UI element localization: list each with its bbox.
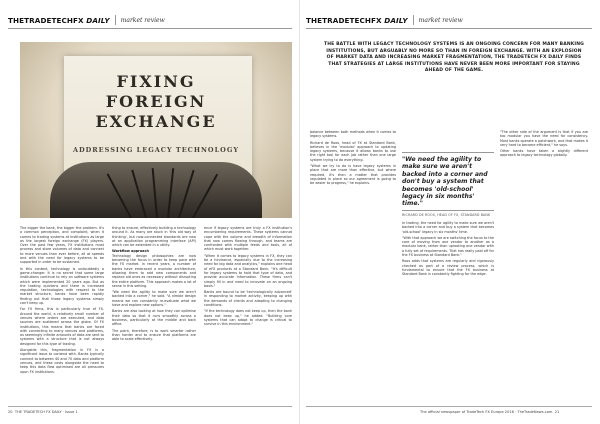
paragraph: Alongside this, fragmentation in FX is a significant issue to contend with. Banks typically connect to between 40 and 70 data and platform venues, and these costs alongside the need to keep this data flow optimised are all pressures upon FX institutions.	[20, 348, 104, 374]
paragraph: "With that approach we are switching the focus to the core of moving from one vendor to another as a modular bank, rather than uprooting one vendor with a fully set of requirements. That has really paid off for the FX business at Standard Bank."	[402, 235, 494, 258]
footer-rule	[8, 406, 292, 407]
masthead-right	[306, 14, 463, 26]
article-column-5	[402, 221, 494, 402]
pullquote-rule-bottom	[402, 210, 494, 211]
paragraph: In this context, technology is undoubtedly a game-changer. It is no secret that some large institutions continue to rely on software systems which were implemented 20 years ago. But as the trading quickens and there is increased regulation, technologies with respect to the market structure, banks have been rapidly finding out that those legacy systems simply can't keep up.	[20, 266, 104, 306]
paragraph: The point, therefore, is to work smarter rather than harder and to ensure that platforms are able to scale effectively.	[112, 328, 196, 342]
photo-text-subline: ADDRESSING LEGACY TECHNOLOGY	[72, 146, 240, 154]
paragraph: Roos adds that systems are regularly and rigorously checked as part of a review process, which is fundamental to ensure that the FX business at Standard Bank is constantly fighting for the edge.	[402, 259, 494, 277]
paragraph: "We need the agility to make sure we aren't backed into a corner," he said. "A nimble design means we can constantly re-evaluate what we have and explore new options."	[112, 290, 196, 308]
photo-text-line: FOREIGN	[105, 92, 207, 111]
hero-photo-typewriter	[20, 42, 292, 218]
paragraph: thing to ensure, effectively building a technology around it. As many are stuck in 'this old way of thinking', but now-connected standards are now at an application programming interface (API) which can be extended in a utility.	[112, 226, 196, 248]
footer-text: THE TRADETECH FX DAILY · Issue 1	[14, 410, 78, 414]
footer-rule	[306, 406, 592, 407]
article-standfirst: THE BATTLE WITH LEGACY TECHNOLOGY SYSTEMS IS AN ONGOING CONCERN FOR MANY BANKING INSTITUTIONS, BUT ARGUABLY NO MORE SO THAN IN FOREIGN EXCHANGE. WITH AN EXPLOSION OF MARKET DATA AND INCREASING MARKET FRAGMENTATION, THE TRADETECH FX DAILY FINDS THAT STRATEGIES AT LARGE INSTITUTIONS HAVE NEVER BEEN MORE IMPORTANT FOR STAYING AHEAD OF THE GAME.	[324, 42, 584, 74]
paragraph: "The other side of the argument is that if you are too modular you have the need for consistency. Most banks operate a patchwork, and that makes it very hard to become efficient," he says.	[500, 130, 588, 147]
pullquote-rule-top	[402, 152, 494, 153]
paragraph: Other banks have taken a slightly different approach to legacy technology globally.	[500, 149, 588, 158]
article-column-2	[112, 226, 196, 402]
paragraph: In trading, the need for agility to make sure we aren't backed into a corner and buy a system that becomes 'old-school' legacy in six months' time.	[402, 221, 494, 234]
paragraph: "If the technology does not keep up, then the bank does not keep up," he added. "Building core systems that can adapt to change is critical to survive in this environment."	[204, 309, 292, 327]
paragraph: The bigger the bank, the bigger the problem. It's a common perception, and complaint, when it comes to trading systems at institutions as large as the largest foreign exchange (FX) players. Over the past few years, FX institutions must process and store volumes of data and connect to more venues than ever before, all at speeds and with the need for legacy systems to be supported in order to be sustained.	[20, 226, 104, 265]
paragraph: "When it comes to legacy systems in FX, they can be a hindrance, especially due to the increasing need for big data and analytics," explains one head of eFX products at a Standard Bank. "It's difficult for legacy systems to hold that type of data, and provide accurate information. These firms can't simply fill in and need to innovate on an ongoing basis."	[204, 253, 292, 288]
brand-logo: THETRADETECHFX DAILY	[306, 15, 408, 25]
masthead-divider	[413, 15, 414, 25]
section-label: market review	[120, 16, 165, 24]
photo-text-line: EXCHANGE	[95, 112, 217, 131]
paragraph: Banks are bound to be 'technologically advanced' in responding to market activity, keeping up with the demands of clients and adapting to changing conditions.	[204, 290, 292, 308]
footer-left	[8, 410, 78, 414]
masthead-divider	[115, 15, 116, 25]
page-number: 21	[554, 410, 560, 414]
article-column-1	[20, 226, 104, 402]
paragraph: Technology design philosophies are now becoming the focus in order to keep pace with the FX market. In recent years, a number of banks have embraced a modular architecture, allowing them to add new components and replace old ones as necessary without disrupting the entire platform. This approach makes a lot of sense in this setting.	[112, 253, 196, 288]
paragraph: ence if legacy systems are truly a FX institution's encumbering requirements. These systems cannot cope with the volume and breadth of information that now comes flowing through, and teams are confronted with multiple feeds and tools, all of which must work together.	[204, 226, 292, 252]
footer-text: The official newspaper of TradeTech FX Europe 2016 · TheTradeNews.com	[420, 410, 553, 414]
header-rule	[8, 28, 292, 29]
pull-quote-attribution: RICHARD DE ROOS, HEAD OF FX, STANDARD BANK	[402, 213, 491, 217]
paragraph: For FX firms, this is particularly true of FX. Around the world, a relatively small number of venues where orders are executed, and data sources are scattered across the globe. Of FX institutions, this means that banks are faced with connecting to many venues and platforms, as seemingly infinite amounts of data are sent to systems with a structure that is not always designed for this type of trading.	[20, 307, 104, 346]
article-column-6	[500, 130, 588, 402]
section-label: market review	[418, 16, 463, 24]
article-column-3	[204, 226, 292, 402]
header-rule	[306, 28, 592, 29]
paragraph: Banks are also looking at how they can optimise their data so that it runs smoothly across a business, particularly at the middle and back office.	[112, 309, 196, 327]
paragraph: Richard de Roos, head of FX at Standard Bank, believes in the 'modular' approach to updating legacy systems, because it allows banks to use the right tool for each job rather than one large system trying to do everything.	[310, 140, 396, 162]
masthead-left	[8, 14, 165, 26]
brand-logo: THETRADETECHFX DAILY	[8, 15, 110, 25]
footer-right	[420, 410, 559, 414]
paragraph: balance between both methods when it comes to legacy systems.	[310, 130, 396, 139]
article-column-4	[310, 130, 396, 402]
pull-quote: "We need the agility to make sure we aren't backed into a corner and don't buy a system that becomes 'old-school' legacy in six months' time."	[402, 156, 488, 208]
photo-text-line: FIXING	[116, 72, 196, 91]
subheading: Workflow approach	[112, 249, 149, 254]
paragraph: "What we try to do is have legacy systems in place that are more than effective, but where required, it's then a matter that provides regulated in place so our agreement is going to be easier to progress," he explains.	[310, 164, 396, 186]
page-number: 20	[8, 410, 13, 414]
